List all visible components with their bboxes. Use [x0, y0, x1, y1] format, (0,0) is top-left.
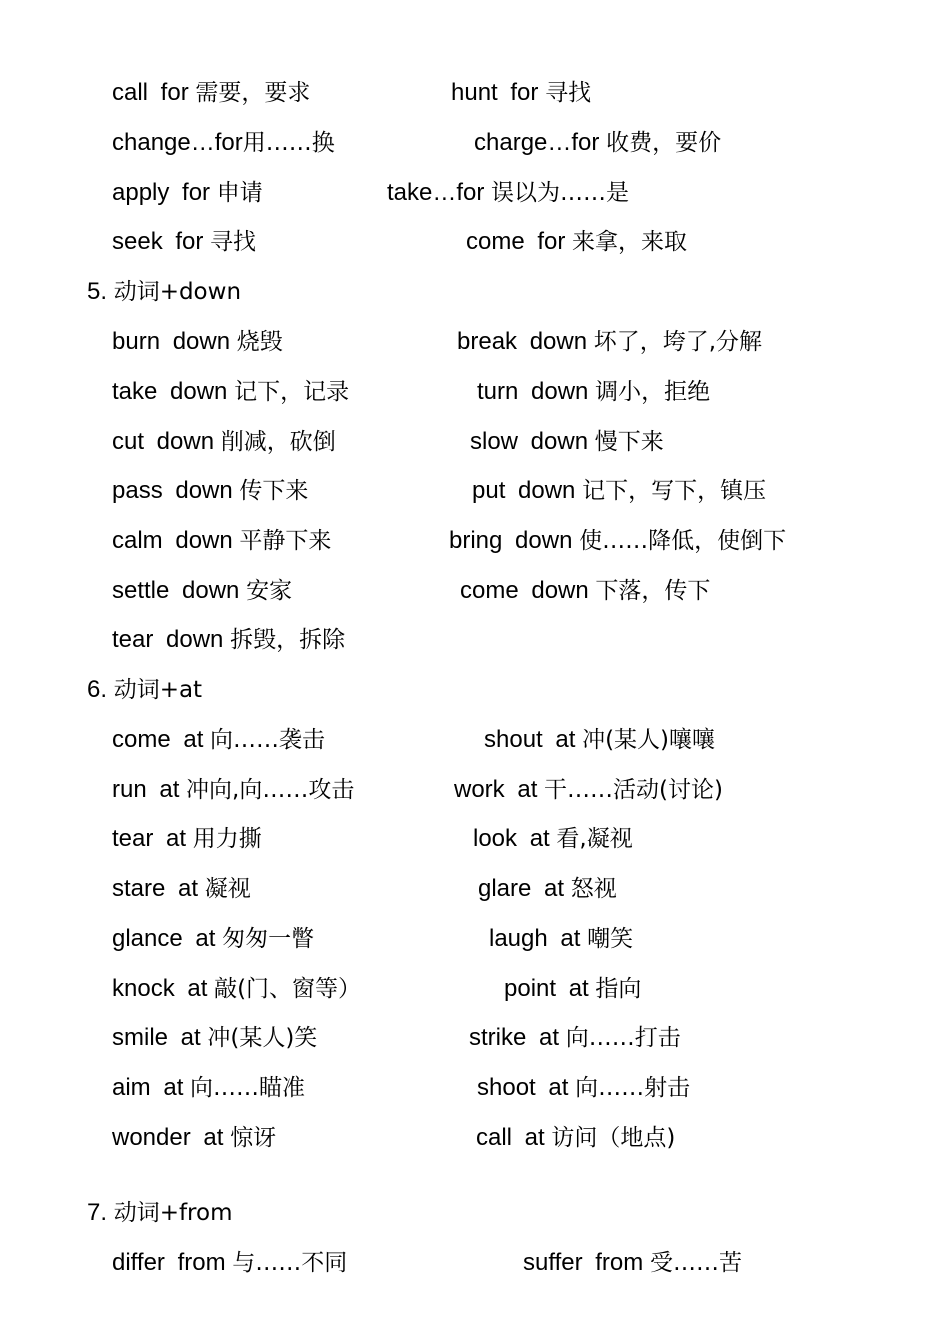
phrase-entry: break down 坏了，垮了,分解: [457, 328, 763, 355]
phrase-entry: point at 指向: [504, 975, 642, 1002]
phrase-entry: strike at 向……打击: [469, 1024, 681, 1051]
phrase-entry: call at 访问（地点): [476, 1124, 676, 1151]
phrase-entry: charge…for 收费，要价: [474, 129, 722, 156]
phrase-entry: cut down 削减，砍倒: [112, 428, 336, 455]
phrase-entry: knock at 敲(门、窗等）: [112, 975, 362, 1002]
phrase-entry: change…for用……换: [112, 129, 335, 156]
phrase-entry: take…for 误以为……是: [387, 179, 630, 206]
phrase-entry: come for 来拿，来取: [466, 228, 688, 255]
phrase-entry: shoot at 向……射击: [477, 1074, 691, 1101]
phrase-entry: call for 需要，要求: [112, 79, 311, 106]
phrase-entry: take down 记下，记录: [112, 378, 350, 405]
section-heading-6: 6. 动词+at: [87, 676, 203, 703]
phrase-entry: calm down 平静下来: [112, 527, 332, 554]
phrase-entry: come at 向……袭击: [112, 726, 326, 753]
phrase-entry: stare at 凝视: [112, 875, 251, 902]
phrase-entry: come down 下落，传下: [460, 577, 711, 604]
section-heading-7: 7. 动词+from: [87, 1199, 233, 1226]
phrase-entry: pass down 传下来: [112, 477, 309, 504]
phrase-entry: hunt for 寻找: [451, 79, 592, 106]
section-heading-5: 5. 动词+down: [87, 278, 242, 305]
phrase-entry: differ from 与……不同: [112, 1249, 348, 1276]
phrase-entry: tear down 拆毁，拆除: [112, 626, 346, 653]
phrase-entry: aim at 向……瞄准: [112, 1074, 306, 1101]
phrase-entry: burn down 烧毁: [112, 328, 283, 355]
phrase-entry: wonder at 惊讶: [112, 1124, 277, 1151]
phrase-entry: turn down 调小，拒绝: [477, 378, 711, 405]
phrase-entry: look at 看,凝视: [473, 825, 633, 852]
phrase-entry: smile at 冲(某人)笑: [112, 1024, 318, 1051]
phrase-entry: work at 干……活动(讨论): [454, 776, 723, 803]
phrase-entry: apply for 申请: [112, 179, 263, 206]
phrase-entry: run at 冲向,向……攻击: [112, 776, 355, 803]
phrase-entry: suffer from 受……苦: [523, 1249, 742, 1276]
phrase-entry: slow down 慢下来: [470, 428, 664, 455]
phrase-entry: seek for 寻找: [112, 228, 257, 255]
phrase-entry: bring down 使……降低，使倒下: [449, 527, 787, 554]
phrase-entry: glare at 怒视: [478, 875, 617, 902]
phrase-entry: glance at 匆匆一瞥: [112, 925, 315, 952]
phrase-entry: tear at 用力撕: [112, 825, 262, 852]
phrase-entry: laugh at 嘲笑: [489, 925, 634, 952]
phrase-entry: shout at 冲(某人)嚷嚷: [484, 726, 716, 753]
phrase-entry: put down 记下，写下，镇压: [472, 477, 767, 504]
phrase-entry: settle down 安家: [112, 577, 293, 604]
